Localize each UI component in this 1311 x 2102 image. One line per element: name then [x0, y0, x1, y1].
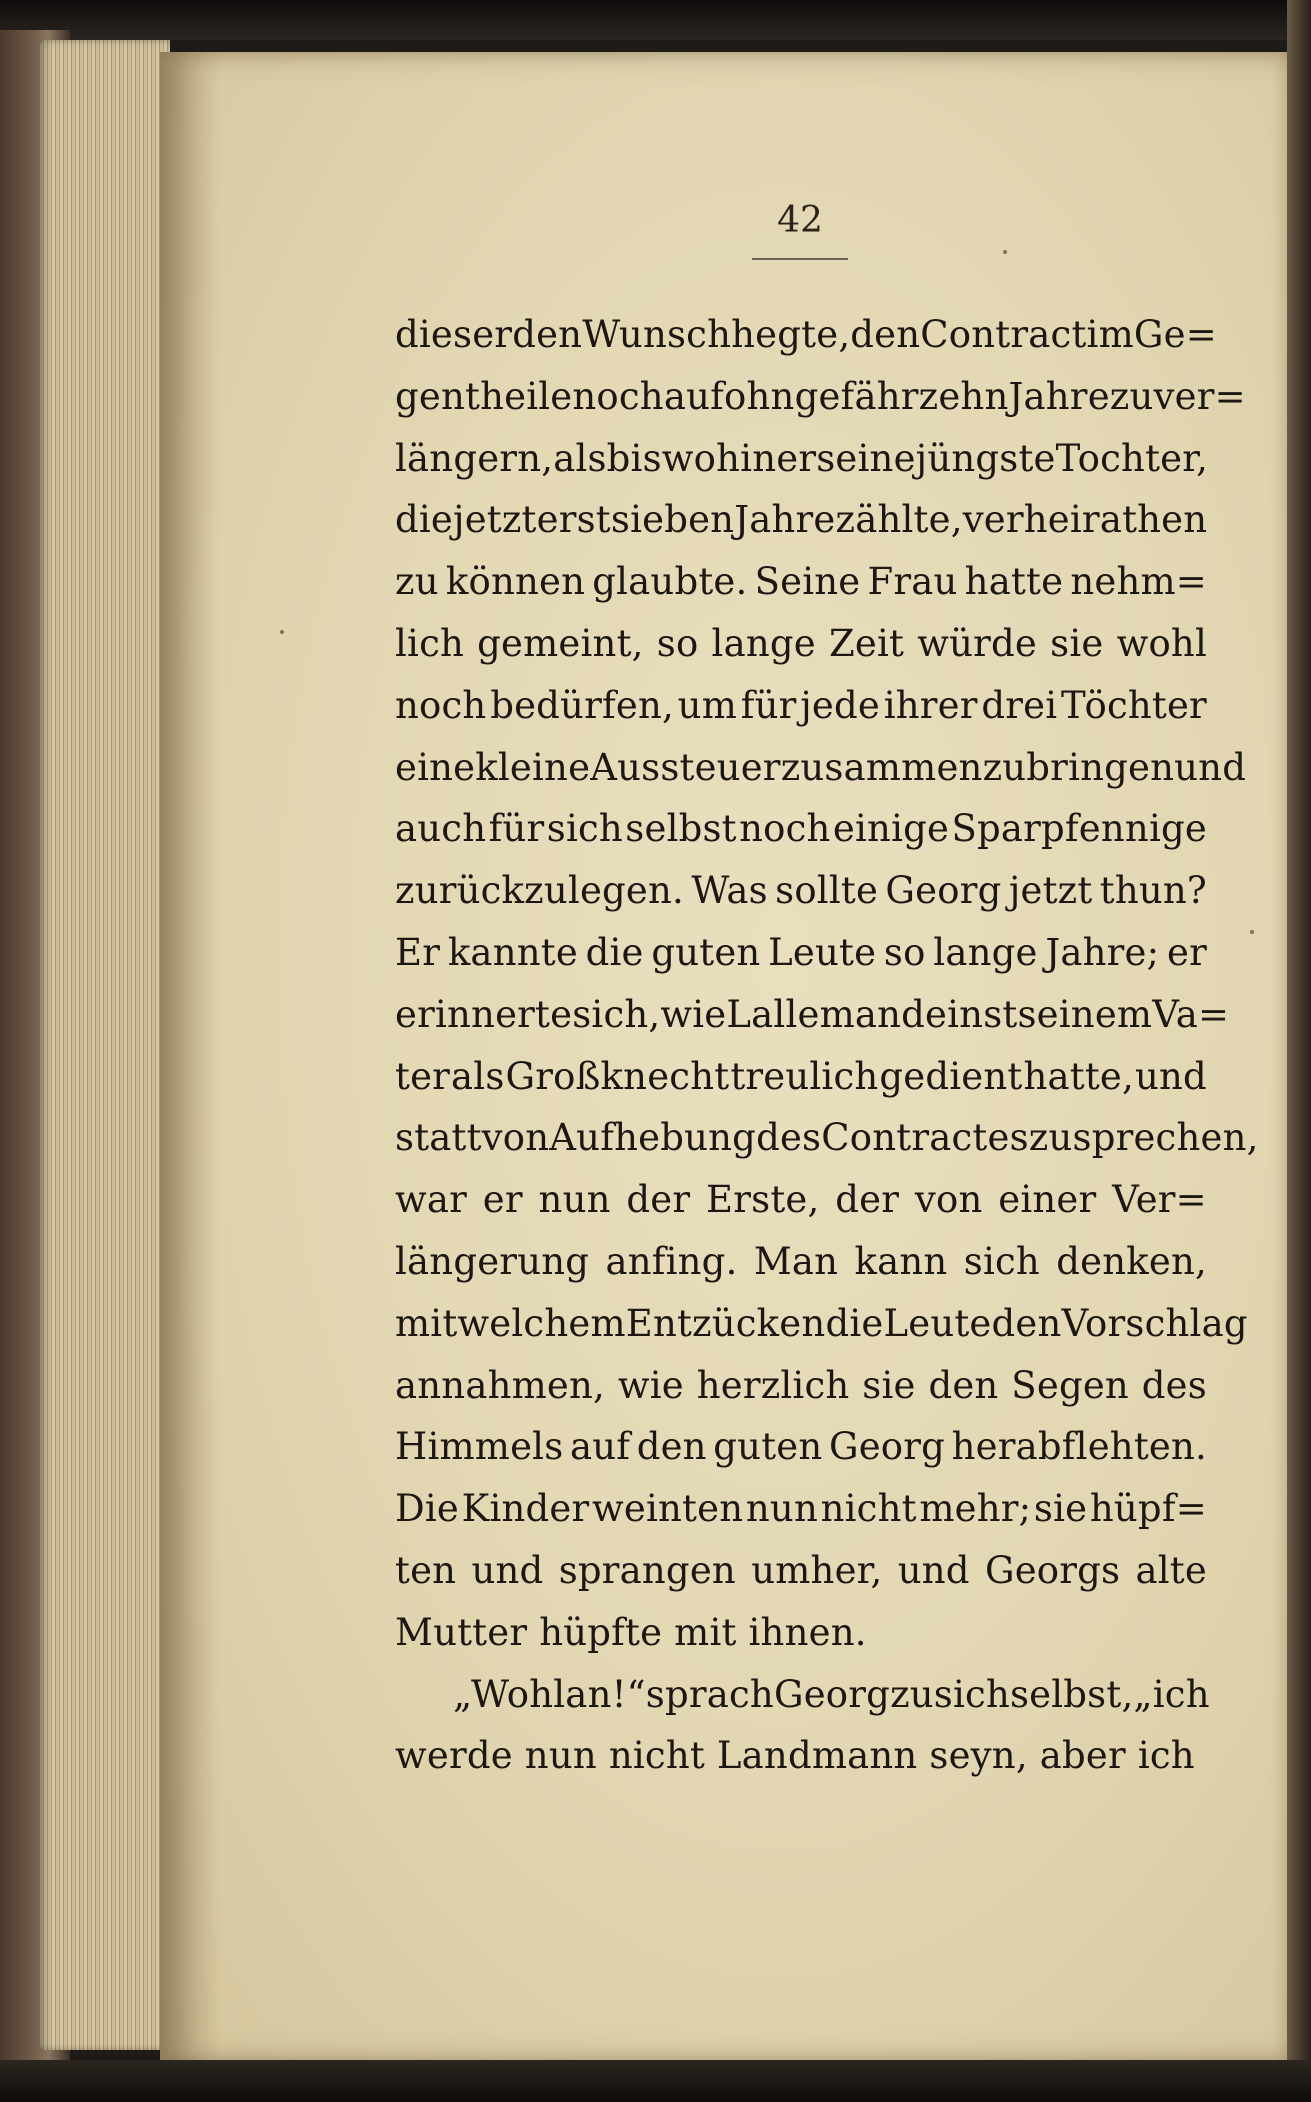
- text-line: auch für sich selbst noch einige Sparpfennige: [395, 807, 1207, 851]
- page-number: 42: [777, 200, 823, 241]
- body-text: [395, 304, 1259, 1787]
- right-edge: [1287, 0, 1311, 2102]
- text-line: dieser den Wunsch hegte, den Contract im Ge=: [395, 313, 1217, 356]
- text-line: Er kannte die guten Leute so lange Jahre; er: [395, 930, 1207, 974]
- text-line: die jetzt erst sieben Jahre zählte, verheirathen: [395, 498, 1208, 542]
- text-line: zurückzulegen. Was sollte Georg jetzt thun?: [395, 869, 1207, 913]
- text-line: statt von Aufhebung des Contractes zu sprechen,: [395, 1116, 1259, 1160]
- text-line: gentheile noch auf ohngefähr zehn Jahre zu ver=: [395, 374, 1246, 418]
- paper-speck: [1250, 930, 1254, 934]
- text-line: erinnerte sich, wie Lallemand einst seinem Va=: [395, 992, 1230, 1036]
- text-line: mit welchem Entzücken die Leute den Vorschlag: [395, 1301, 1248, 1345]
- text-line: Himmels auf den guten Georg herabflehten.: [395, 1425, 1207, 1469]
- text-line: annahmen, wie herzlich sie den Segen des: [395, 1363, 1207, 1407]
- text-line: „Wohlan!“ sprach Georg zu sich selbst, „ich: [453, 1672, 1210, 1716]
- text-line: längern, als bis wohin er seine jüngste Tochter,: [395, 436, 1209, 480]
- text-line: zu können glaubte. Seine Frau hatte nehm=: [395, 560, 1207, 604]
- text-line: Mutter hüpfte mit ihnen.: [395, 1610, 867, 1654]
- text-line: ten und sprangen umher, und Georgs alte: [395, 1548, 1207, 1592]
- paper-speck: [1003, 250, 1007, 254]
- text-line: ter als Großknecht treulich gedient hatte, und: [395, 1054, 1207, 1098]
- bottom-edge: [0, 2060, 1311, 2102]
- text-line: lich gemeint, so lange Zeit würde sie wohl: [395, 621, 1207, 665]
- page-stack-edges: [40, 40, 170, 2050]
- text-line: war er nun der Erste, der von einer Ver=: [395, 1178, 1207, 1222]
- text-line: eine kleine Aussteuer zusammenzubringen und: [395, 745, 1247, 789]
- text-line: noch bedürfen, um für jede ihrer drei Töchter: [395, 683, 1207, 727]
- page-number-rule: [752, 258, 848, 260]
- page-gutter: [160, 52, 220, 2062]
- top-edge: [0, 0, 1311, 40]
- paper-speck: [280, 630, 284, 634]
- text-line: Die Kinder weinten nun nicht mehr; sie hüpf=: [395, 1487, 1207, 1531]
- text-line: längerung anfing. Man kann sich denken,: [395, 1239, 1207, 1283]
- text-line: werde nun nicht Landmann seyn, aber ich: [395, 1734, 1195, 1778]
